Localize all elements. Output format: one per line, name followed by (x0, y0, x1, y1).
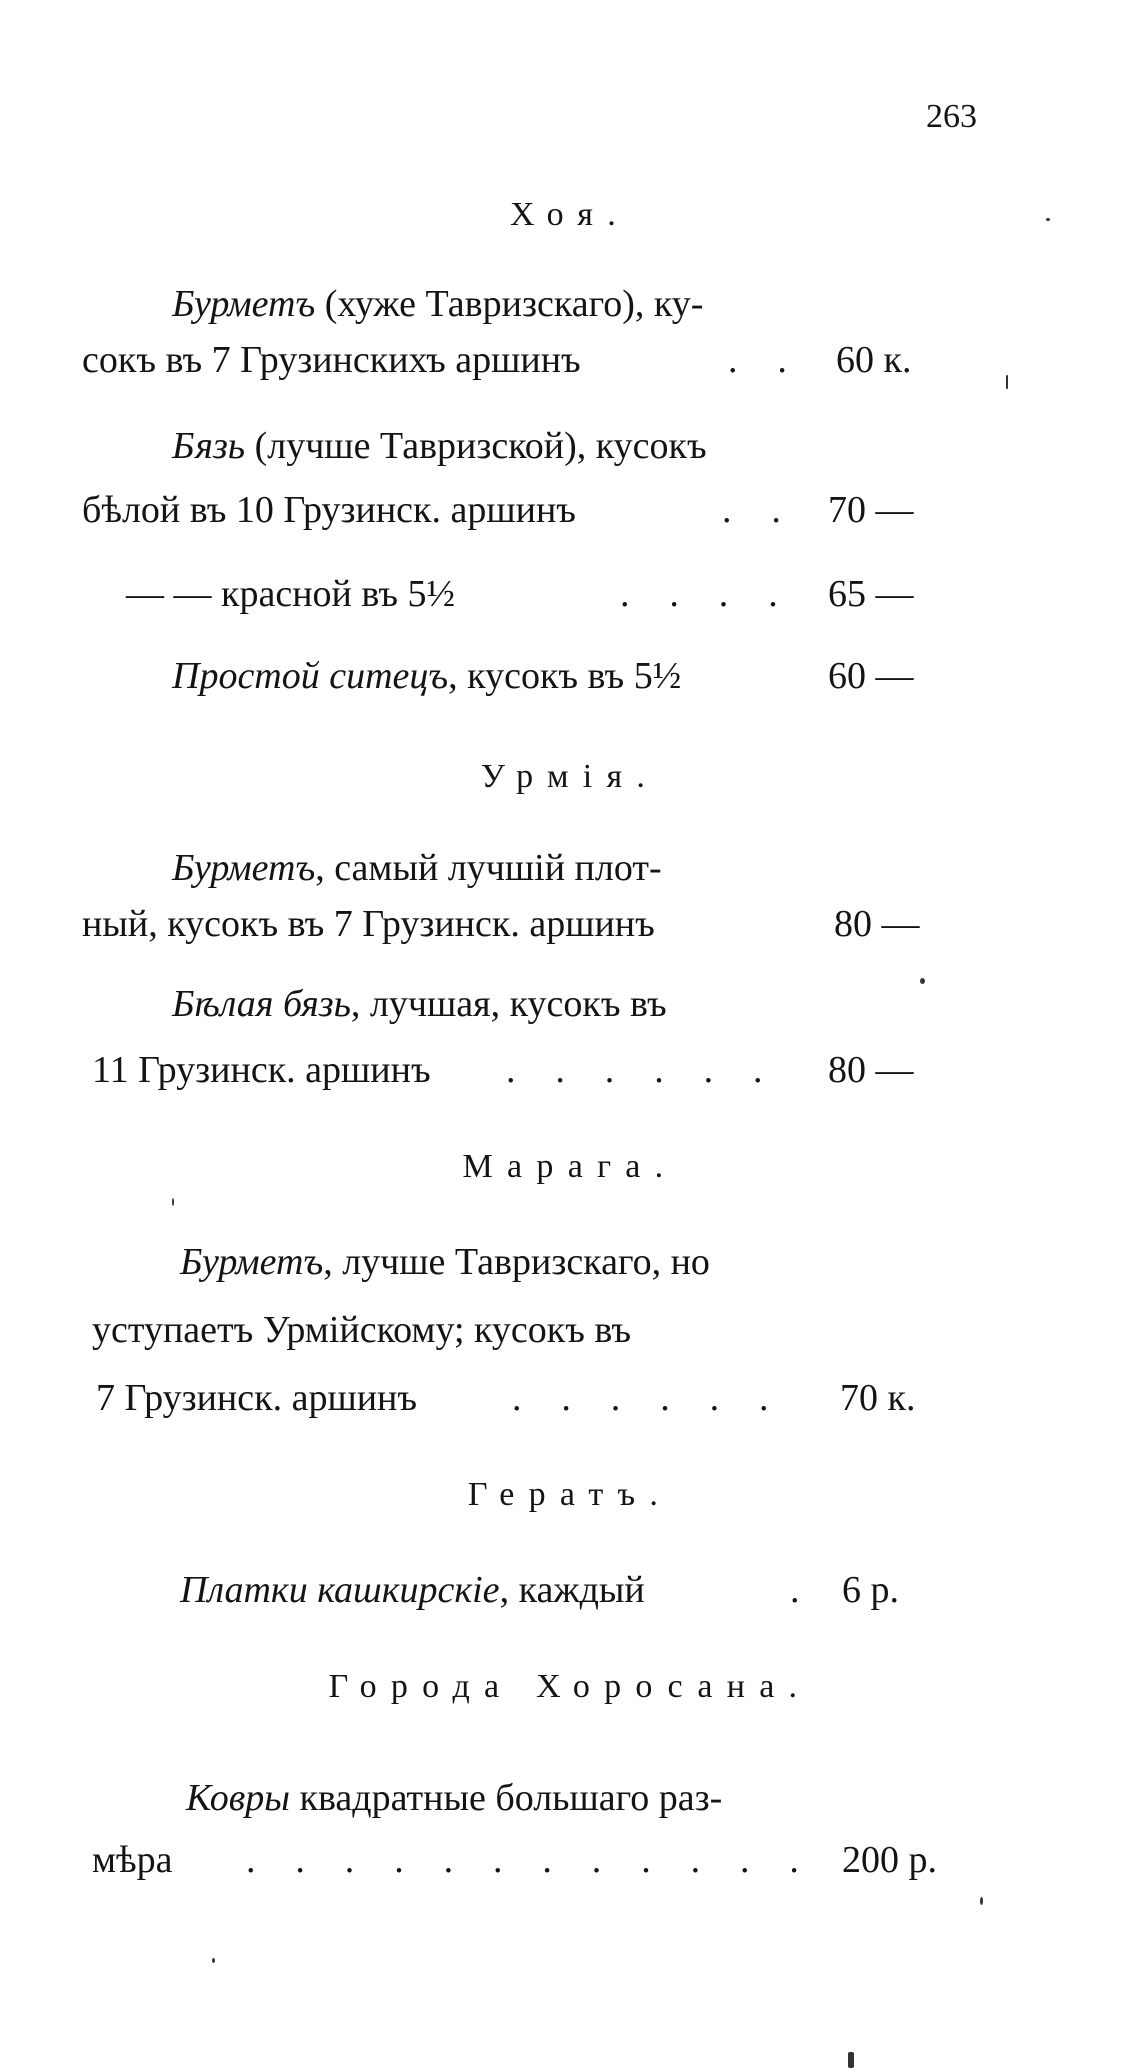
leader-dots: . . . . . . . . . . . . (246, 1839, 815, 1881)
entry-line (172, 424, 707, 468)
item-name: Платки кашкирскіе (180, 1569, 500, 1611)
page-number: 263 (926, 98, 977, 135)
item-description: квадратные большаго раз- (290, 1777, 723, 1819)
section-heading-maraga: Марага. (462, 1148, 678, 1185)
leader-dots: . . (728, 339, 803, 381)
entry-line: бѣлой въ 10 Грузинск. аршинъ (82, 489, 576, 531)
price: 6 р. (842, 1569, 899, 1611)
price: 60 к. (836, 339, 912, 381)
section-heading-khoy: Хоя. (509, 196, 631, 233)
leader-dots: . . . . . . (506, 1049, 778, 1091)
section-heading-herat: Гератъ. (467, 1476, 673, 1513)
entry-line (180, 1240, 710, 1284)
item-name: Бѣлая бязь (172, 983, 351, 1025)
entry-line (180, 1568, 645, 1612)
entry-line: уступаетъ Урмійскому; кусокъ въ (92, 1309, 632, 1351)
item-name: Бязь (172, 425, 246, 467)
entry-line (172, 282, 703, 326)
scan-speck (1046, 218, 1050, 221)
leader-dots: . . . . (620, 573, 793, 615)
item-description: , кусокъ въ 5½ (448, 655, 682, 697)
item-description: (лучше Тавризской), кусокъ (245, 425, 707, 467)
scan-speck (980, 1897, 983, 1905)
entry-line: мѣра (92, 1839, 173, 1881)
entry-line: 11 Грузинск. аршинъ (92, 1049, 431, 1091)
section-heading-urmia: Урмія. (480, 758, 660, 795)
item-name: Бурметъ (172, 283, 316, 325)
entry-line: ный, кусокъ въ 7 Грузинск. аршинъ (82, 903, 655, 945)
price: 60 — (828, 655, 914, 697)
entry-line: сокъ въ 7 Грузинскихъ аршинъ (82, 339, 581, 381)
leader-dots: . . (722, 489, 797, 531)
item-name: Бурметъ (172, 847, 316, 889)
item-name: Ковры (186, 1777, 291, 1819)
entry-line (172, 982, 667, 1026)
entry-line (186, 1776, 722, 1820)
scan-speck (172, 1198, 174, 1206)
entry-line: 7 Грузинск. аршинъ (96, 1377, 418, 1419)
price: 65 — (828, 573, 914, 615)
price: 70 — (828, 489, 914, 531)
price: 200 р. (842, 1839, 937, 1881)
section-heading-khorasan: Города Хоросана. (328, 1668, 812, 1705)
leader-dots: . . . . . . (512, 1377, 784, 1419)
scan-speck (212, 1958, 215, 1963)
item-description: , лучшая, кусокъ въ (350, 983, 667, 1025)
item-name: Бурметъ (180, 1241, 324, 1283)
item-description: , самый лучшій плот- (315, 847, 662, 889)
price: 70 к. (840, 1377, 916, 1419)
price: 80 — (834, 903, 920, 945)
entry-line (172, 654, 681, 698)
item-description: , каждый (499, 1569, 645, 1611)
item-description: (хуже Тавризскаго), ку- (315, 283, 704, 325)
entry-line: — — красной въ 5½ (126, 573, 456, 615)
item-name: Простой ситецъ (172, 655, 449, 697)
scan-speck (1006, 375, 1008, 389)
scan-speck (920, 978, 925, 984)
entry-line (172, 846, 662, 890)
leader-dots: . (790, 1569, 815, 1611)
price: 80 — (828, 1049, 914, 1091)
scan-speck (848, 2052, 854, 2068)
item-description: , лучше Тавризскаго, но (323, 1241, 710, 1283)
